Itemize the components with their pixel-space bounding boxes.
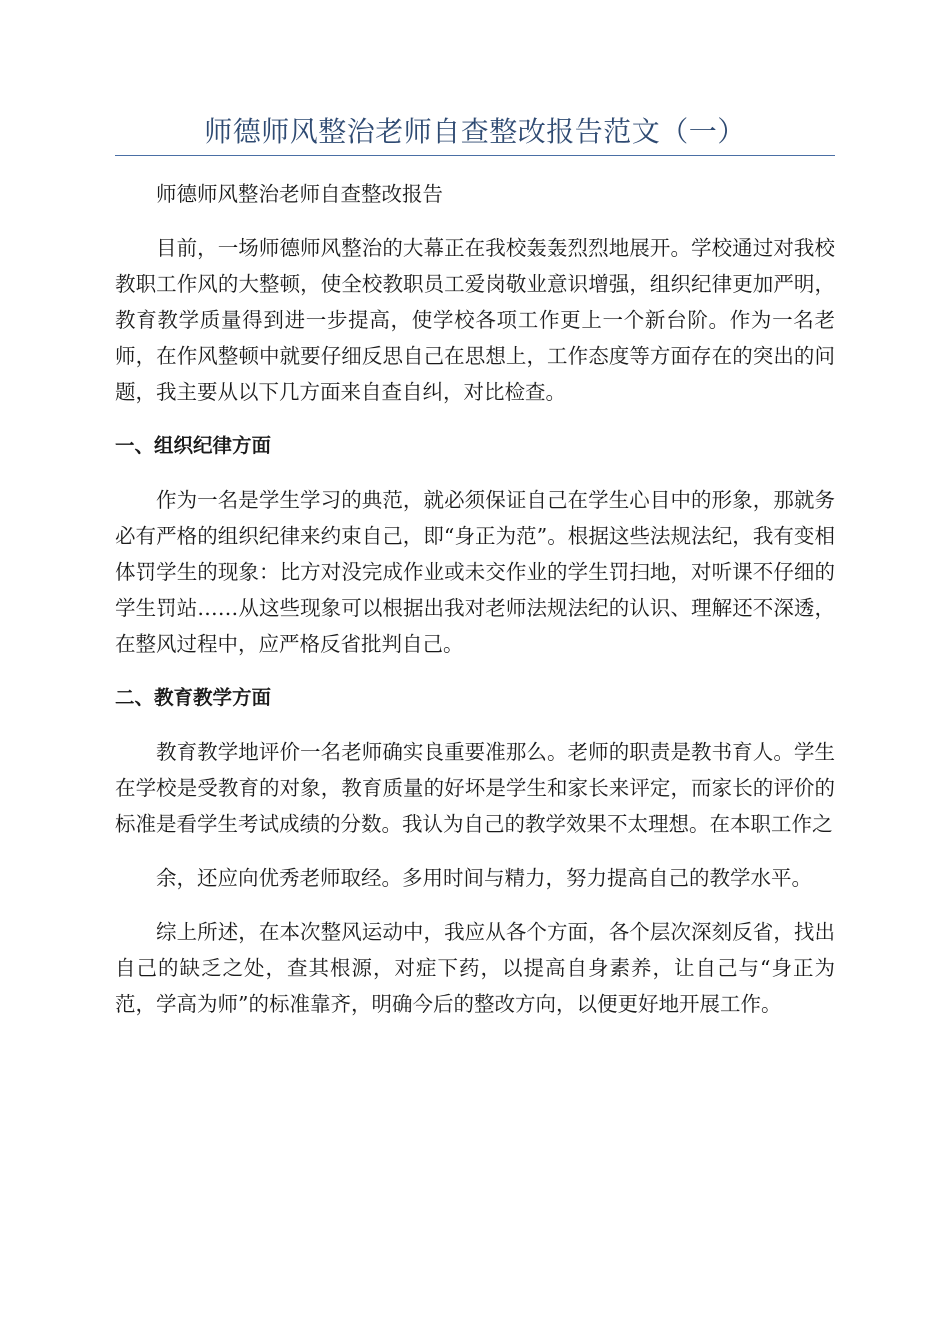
section-body-discipline: 作为一名是学生学习的典范，就必须保证自己在学生心目中的形象，那就务必有严格的组织纪律来约束自己，即“身正为范”。根据这些法规法纪，我有变相体罚学生的现象：比方对没完成作业或未交作业的学生罚扫地，对听课不仔细的学生罚站……从这些现象可以根据出我对老师法规法纪的认识、理解还不深透，在整风过程中，应严格反省批判自己。 [115, 488, 835, 656]
title-underline [115, 155, 835, 156]
document-title: 师德师风整治老师自查整改报告范文（一） [204, 115, 746, 148]
section-body-teaching: 教育教学地评价一名老师确实良重要准那么。老师的职责是教书育人。学生在学校是受教育的对象，教育质量的好坏是学生和家长来评定，而家长的评价的标准是看学生考试成绩的分数。我认为自己的教学效果不太理想。在本职工作之 [115, 740, 835, 836]
document-body [115, 176, 835, 1040]
section-heading-teaching: 二、教育教学方面 [115, 686, 272, 709]
report-subtitle: 师德师风整治老师自查整改报告 [156, 182, 443, 206]
conclusion-paragraph: 综上所述，在本次整风运动中，我应从各个方面，各个层次深刻反省，找出自己的缺乏之处，查其根源，对症下药，以提高自身素养，让自己与“身正为范，学高为师”的标准靠齐，明确今后的整改方向，以便更好地开展工作。 [115, 920, 835, 1016]
section-heading-discipline: 一、组织纪律方面 [115, 434, 272, 457]
intro-paragraph: 目前，一场师德师风整治的大幕正在我校轰轰烈烈地展开。学校通过对我校教职工作风的大整顿，使全校教职员工爱岗敬业意识增强，组织纪律更加严明，教育教学质量得到进一步提高，使学校各项工作更上一个新台阶。作为一名老师，在作风整顿中就要仔细反思自己在思想上，工作态度等方面存在的突出的问题，我主要从以下几方面来自查自纠，对比检查。 [115, 236, 835, 404]
section-body-teaching-continued: 余，还应向优秀老师取经。多用时间与精力，努力提高自己的教学水平。 [156, 866, 812, 890]
